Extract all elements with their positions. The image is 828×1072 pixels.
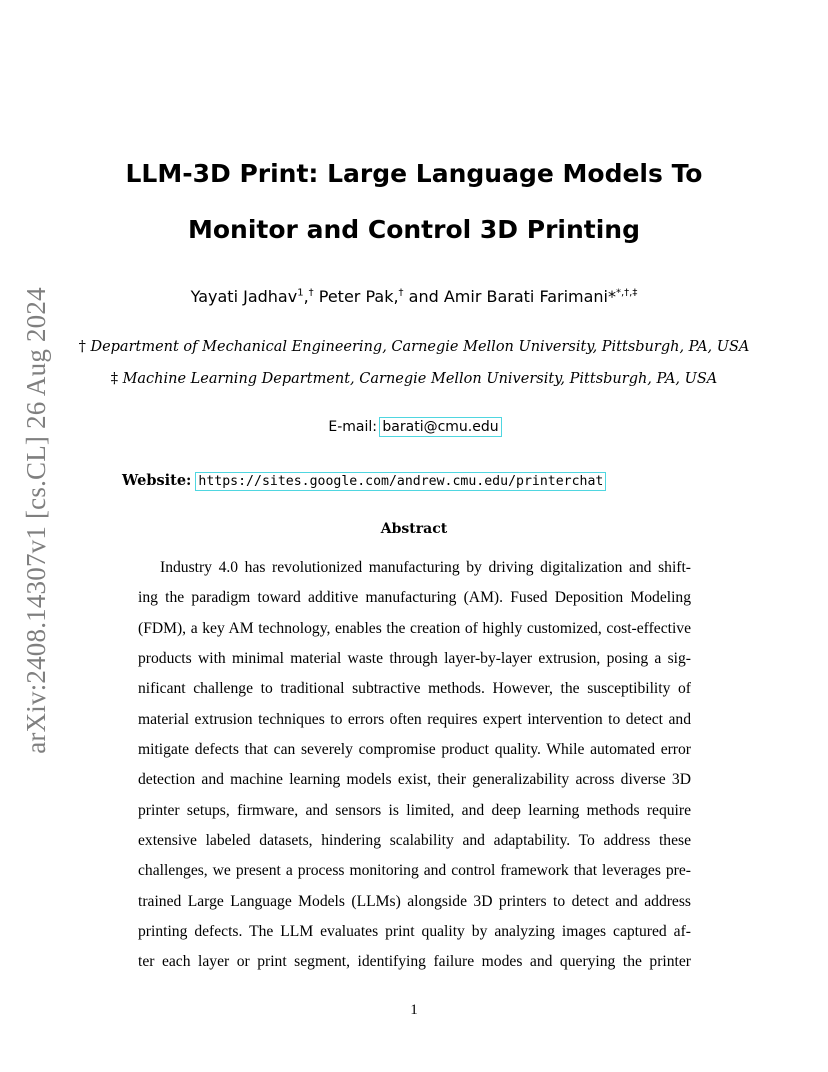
affiliation-text: Machine Learning Department, Carnegie Mellon University, Pittsburgh, PA, USA [122, 371, 718, 387]
author-name: Amir Barati Farimani [443, 287, 608, 306]
paper-title-line-1: LLM-3D Print: Large Language Models To [125, 159, 703, 188]
page-number: 1 [410, 1002, 418, 1018]
abstract-heading: Abstract [380, 521, 448, 537]
abstract-line: material extrusion techniques to errors often requires expert intervention to detect and [138, 710, 691, 728]
author-affiliation-mark: *,†,‡ [616, 287, 638, 299]
author-affiliation-mark: 1 [297, 287, 304, 299]
paper-title-line-2: Monitor and Control 3D Printing [188, 215, 640, 244]
author-list [80, 285, 748, 309]
author-separator: , [303, 287, 309, 306]
email-label: E-mail: [328, 419, 377, 435]
abstract-line: extensive labeled datasets, hindering scalability and adaptability. To address these [138, 832, 691, 850]
abstract-line: mitigate defects that can severely compromise product quality. While automated error [138, 741, 691, 759]
author-affiliation-mark: † [308, 287, 314, 299]
abstract-line: printer setups, firmware, and sensors is limited, and deep learning methods require [138, 801, 691, 819]
email-line [100, 417, 728, 437]
affiliation-text: Department of Mechanical Engineering, Carnegie Mellon University, Pittsburgh, PA, USA [90, 339, 750, 355]
author-name: Yayati Jadhav [190, 287, 298, 306]
abstract-line: ing the paradigm toward additive manufacturing (AM). Fused Deposition Modeling [138, 589, 691, 607]
affiliation-mark: ‡ [110, 371, 118, 387]
paper-title [100, 146, 728, 258]
abstract-line: trained Large Language Models (LLMs) alongside 3D printers to detect and address [138, 892, 691, 910]
abstract-line: challenges, we present a process monitoring and control framework that leverages pre- [138, 862, 691, 880]
author-affiliation-mark: † [398, 287, 404, 299]
abstract-line: nificant challenge to traditional subtractive methods. However, the susceptibility of [138, 680, 691, 698]
website-label: Website: [122, 472, 192, 489]
author-name: Peter Pak, [318, 287, 399, 306]
abstract-body [138, 558, 691, 983]
author-conjunction: and [408, 287, 439, 306]
arxiv-identifier-stamp [14, 280, 58, 760]
arxiv-identifier-text: arXiv:2408.14307v1 [cs.CL] 26 Aug 2024 [20, 286, 51, 754]
abstract-line: printing defects. The LLM evaluates print quality by analyzing images captured af- [138, 923, 691, 941]
affiliation [60, 337, 768, 357]
affiliation [60, 369, 768, 389]
abstract-line: ter each layer or print segment, identifying failure modes and querying the printer [138, 953, 691, 971]
affiliation-mark: † [78, 339, 86, 355]
abstract-line: products with minimal material waste through layer-by-layer extrusion, posing a sig- [138, 650, 691, 668]
abstract-line: Industry 4.0 has revolutionized manufacturing by driving digitalization and shift- [160, 559, 691, 576]
website-line [122, 471, 604, 492]
abstract-line: (FDM), a key AM technology, enables the creation of highly customized, cost-effective [138, 619, 691, 637]
corresponding-author-mark: * [608, 287, 616, 306]
abstract-line: detection and machine learning models exist, their generalizability across diverse 3D [138, 771, 691, 789]
email-link[interactable]: barati@cmu.edu [382, 419, 499, 435]
website-link[interactable]: https://sites.google.com/andrew.cmu.edu/printerchat [198, 474, 604, 489]
